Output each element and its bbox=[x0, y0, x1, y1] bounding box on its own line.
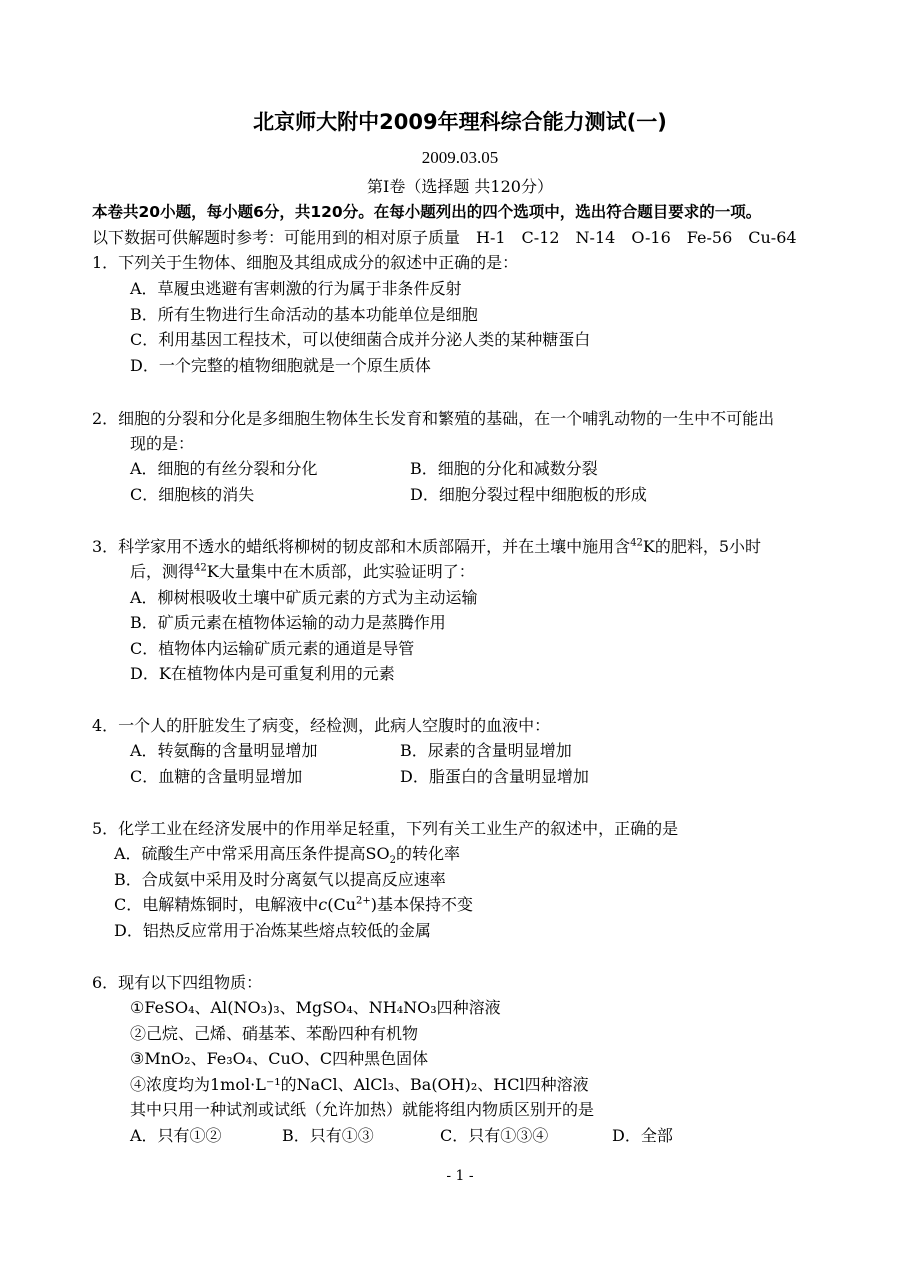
q4-option-b: B．尿素的含量明显增加 bbox=[400, 741, 572, 760]
charge-superscript: 2+ bbox=[356, 895, 371, 907]
q4-option-c: C．血糖的含量明显增加 bbox=[130, 767, 303, 786]
q3-option-b: B．矿质元素在植物体运输的动力是蒸腾作用 bbox=[130, 613, 446, 632]
q3-stem-line2 bbox=[130, 562, 475, 582]
q1-option-c: C．利用基因工程技术，可以使细菌合成并分泌人类的某种糖蛋白 bbox=[130, 330, 591, 349]
concentration-symbol: c bbox=[318, 895, 328, 914]
q3-option-a: A．柳树根吸收土壤中矿质元素的方式为主动运输 bbox=[130, 588, 478, 607]
q3-stem-text: 后，测得 bbox=[130, 562, 195, 581]
volume-heading: 第Ⅰ卷（选择题 共120分） bbox=[367, 177, 553, 196]
q6-item-1: ①FeSO₄、Al(NO₃)₃、MgSO₄、NH₄NO₃四种溶液 bbox=[130, 998, 501, 1017]
q3-stem-text: K大量集中在木质部，此实验证明了： bbox=[206, 562, 475, 581]
q5-option-b: B．合成氨中采用及时分离氨气以提高反应速率 bbox=[114, 870, 446, 889]
q5-stem: 5．化学工业在经济发展中的作用举足轻重，下列有关工业生产的叙述中，正确的是 bbox=[92, 819, 679, 838]
q3-stem-text: 3．科学家用不透水的蜡纸将柳树的韧皮部和木质部隔开，并在土壤中施用含 bbox=[92, 537, 631, 556]
page-number: - 1 - bbox=[446, 1168, 474, 1184]
q5-option-c bbox=[114, 895, 473, 915]
q4-stem: 4．一个人的肝脏发生了病变，经检测，此病人空腹时的血液中： bbox=[92, 716, 551, 735]
q5-option-a bbox=[114, 844, 461, 867]
q6-item-2: ②己烷、己烯、硝基苯、苯酚四种有机物 bbox=[130, 1024, 419, 1043]
q5-option-c-text: )基本保持不变 bbox=[370, 895, 474, 914]
q5-option-a-text: 的转化率 bbox=[396, 844, 461, 863]
q5-option-a-text: A．硫酸生产中常采用高压条件提高SO bbox=[114, 844, 390, 863]
q2-stem-line1: 2．细胞的分裂和分化是多细胞生物体生长发育和繁殖的基础，在一个哺乳动物的一生中不可能出 bbox=[92, 409, 775, 428]
q1-option-a: A．草履虫逃避有害刺激的行为属于非条件反射 bbox=[130, 279, 462, 298]
q3-option-c: C．植物体内运输矿质元素的通道是导管 bbox=[130, 639, 415, 658]
q5-option-c-text: C．电解精炼铜时，电解液中 bbox=[114, 895, 319, 914]
q1-stem: 1．下列关于生物体、细胞及其组成成分的叙述中正确的是： bbox=[92, 253, 519, 272]
q2-option-a: A．细胞的有丝分裂和分化 bbox=[130, 459, 318, 478]
isotope-superscript: 42 bbox=[194, 562, 207, 574]
q1-option-d: D．一个完整的植物细胞就是一个原生质体 bbox=[130, 356, 431, 375]
isotope-superscript: 42 bbox=[630, 537, 643, 549]
q6-option-b: B．只有①③ bbox=[282, 1126, 374, 1145]
page-title: 北京师大附中2009年理科综合能力测试(一) bbox=[253, 110, 667, 134]
q3-option-d: D．K在植物体内是可重复利用的元素 bbox=[130, 664, 395, 683]
exam-date: 2009.03.05 bbox=[421, 148, 499, 167]
subscript: 2 bbox=[389, 855, 397, 867]
q5-option-d: D．铝热反应常用于冶炼某些熔点较低的金属 bbox=[114, 921, 431, 940]
q6-option-d: D．全部 bbox=[612, 1126, 673, 1145]
q2-option-c: C．细胞核的消失 bbox=[130, 485, 255, 504]
q6-item-3: ③MnO₂、Fe₃O₄、CuO、C四种黑色固体 bbox=[130, 1049, 429, 1068]
instructions: 本卷共20小题，每小题6分，共120分。在每小题列出的四个选项中，选出符合题目要求的一项。 bbox=[92, 203, 762, 221]
q6-item-4: ④浓度均为1mol·L⁻¹的NaCl、AlCl₃、Ba(OH)₂、HCl四种溶液 bbox=[130, 1075, 589, 1094]
q6-stem: 6．现有以下四组物质： bbox=[92, 973, 263, 992]
q2-option-b: B．细胞的分化和减数分裂 bbox=[410, 459, 598, 478]
q4-option-d: D．脂蛋白的含量明显增加 bbox=[400, 767, 589, 786]
q3-stem-line1 bbox=[92, 537, 761, 557]
q3-stem-text: K的肥料，5小时 bbox=[642, 537, 762, 556]
reference-data: 以下数据可供解题时参考：可能用到的相对原子质量 H-1 C-12 N-14 O-16 Fe-56 Cu-64 bbox=[92, 228, 797, 247]
q6-option-a: A．只有①② bbox=[130, 1126, 222, 1145]
q5-option-c-text: (Cu bbox=[327, 895, 357, 914]
q1-option-b: B．所有生物进行生命活动的基本功能单位是细胞 bbox=[130, 305, 478, 324]
q2-stem-line2: 现的是： bbox=[130, 434, 195, 453]
q4-option-a: A．转氨酶的含量明显增加 bbox=[130, 741, 318, 760]
q6-question: 其中只用一种试剂或试纸（允许加热）就能将组内物质区别开的是 bbox=[130, 1100, 595, 1119]
q2-option-d: D．细胞分裂过程中细胞板的形成 bbox=[410, 485, 647, 504]
q6-option-c: C．只有①③④ bbox=[440, 1126, 549, 1145]
